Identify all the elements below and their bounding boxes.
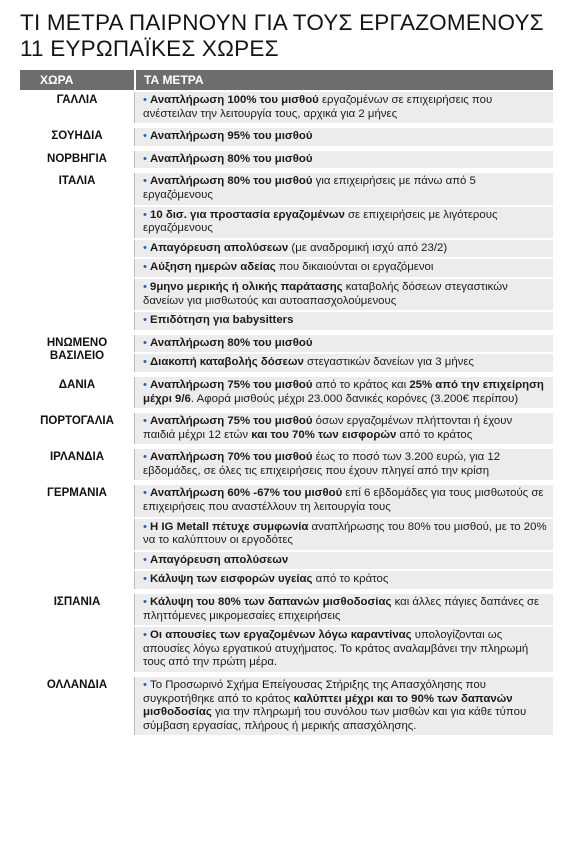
bullet-icon: • [143,378,147,391]
measure-text: εργαζομένων σε επιχειρήσεις που ανέστειλαν την λειτουργία τους, αρχικά για 2 μήνες [143,94,493,120]
measure-highlight: Οι απουσίες των εργαζομένων λόγω καραντίνας [150,629,412,642]
country-row [20,411,553,444]
bullet-icon: • [143,415,147,428]
measure-item [134,519,553,550]
measures-list [134,171,553,329]
measure-text: που δικαιούνται οι εργαζόμενοι [275,261,434,274]
measure-highlight: 25% από την επιχείρηση μέχρι 9/6 [143,378,544,405]
country-name: ΓΕΡΜΑΝΙΑ [47,487,107,500]
measures-list [134,333,553,372]
measure-highlight: Αναπλήρωση 60% -67% του μισθού [150,487,343,500]
measures-list [134,90,553,123]
measures-list [134,149,553,169]
bullet-icon: • [143,451,147,464]
measures-list [134,675,553,735]
country-row [20,375,553,408]
bullet-icon: • [143,314,147,327]
measure-highlight: Αναπλήρωση 75% του μισθού [150,378,313,391]
measure-item [134,354,553,372]
measure-text: για την πληρωμή του συνόλου των μισθών και για κάθε τύπου σύμβαση εργασίας, πλήρους ή μερικής απασχόλησης. [143,706,527,732]
page-title [20,10,553,62]
measure-highlight: και του 70% των εισφορών [251,428,397,441]
measure-text: όσων εργαζομένων πλήττονται ή έχουν παιδιά μέχρι 12 ετών [143,415,513,441]
measure-text: στεγαστικών δανείων για 3 μήνες [303,356,474,369]
measure-item [134,677,553,735]
measure-highlight: Κάλυψη των εισφορών υγείας [150,573,313,586]
measure-item [134,571,553,589]
country-row [20,171,553,329]
country-row [20,333,553,372]
measure-highlight: Απαγόρευση απολύσεων [150,553,289,566]
measure-highlight: Αναπλήρωση 70% του μισθού [150,451,313,464]
measure-highlight: 10 δισ. για προστασία εργαζομένων [150,208,345,221]
measures-list [134,126,553,146]
measure-item [134,259,553,277]
bullet-icon: • [143,280,147,293]
measure-text: (με αναδρομική ισχύ από 23/2) [288,241,448,254]
measure-item [134,207,553,238]
bullet-icon: • [143,152,147,165]
country-name: ΙΡΛΑΝΔΙΑ [49,451,105,464]
country-row [20,149,553,169]
measure-text: καταβολής δόσεων στεγαστικών δανείων για μισθωτούς και αυτοαπασχολούμενους [143,280,508,307]
measure-text: . Αφορά μισθούς μέχρι 23.000 δανικές κορόνες (3.200€ περίπου) [190,392,519,405]
bullet-icon: • [143,487,147,500]
measure-item [134,449,553,480]
measure-text: από το κράτος [312,573,389,586]
bullet-icon: • [143,356,147,369]
measure-highlight: Απαγόρευση απολύσεων [150,241,289,254]
measure-highlight: Η IG Metall πέτυχε συμφωνία [150,520,309,533]
measure-highlight: Διακοπή καταβολής δόσεων [150,356,304,369]
bullet-icon: • [143,261,147,274]
measure-item [134,128,553,146]
measure-item [134,92,553,123]
measure-item [134,627,553,672]
header-country: ΧΩΡΑ [40,73,74,87]
country-row [20,592,553,672]
measure-item [134,413,553,444]
bullet-icon: • [143,175,147,188]
measure-highlight: 9μηνο μερικής ή ολικής παράτασης [150,280,343,293]
measure-text: για επιχειρήσεις με πάνω από 5 εργαζόμενους [143,175,476,201]
measure-text: επί 6 εβδομάδες για τους μισθωτούς σε επιχειρήσεις που αναστέλλουν τη λειτουργία τους [143,487,544,514]
bullet-icon: • [143,596,147,609]
measure-highlight: Αύξηση ημερών αδείας [150,261,276,274]
country-name: ΠΟΡΤΟΓΑΛΙΑ [40,415,114,428]
measure-text: υπολογίζονται ως απουσίες λόγω εργατικού ατυχήματος. Το κράτος αναλαμβάνει την πληρωμή τους από την πρώτη μέρα. [143,629,529,669]
country-name: ΝΟΡΒΗΓΙΑ [47,152,107,165]
measure-item [134,377,553,408]
bullet-icon: • [143,208,147,221]
measure-highlight: Επιδότηση για babysitters [150,314,294,327]
country-row [20,675,553,735]
measure-text: αναπλήρωσης του 80% του μισθού, με το 20% να το καλύπτουν οι εργοδότες [143,520,547,547]
country-row [20,483,553,589]
measure-highlight: Κάλυψη του 80% των δαπανών μισθοδοσίας [150,596,392,609]
measures-list [134,483,553,589]
title-line-1: ΤΙ ΜΕΤΡΑ ΠΑΙΡΝΟΥΝ ΓΙΑ ΤΟΥΣ ΕΡΓΑΖΟΜΕΝΟΥΣ [20,10,544,35]
measure-text: Το Προσωρινό Σχήμα Επείγουσας Στήριξης της Απασχόλησης που συγκροτήθηκε από το κράτος [143,679,486,705]
bullet-icon: • [143,553,147,566]
measures-list [134,592,553,672]
country-name: ΙΣΠΑΝΙΑ [53,596,101,609]
measure-highlight: Αναπλήρωση 80% του μισθού [150,336,313,349]
measure-text: έως το ποσό των 3.200 ευρώ, για 12 εβδομάδες, σε όλες τις επιχειρήσεις που έχουν πληγεί από την κρίση [143,451,501,477]
measures-list [134,447,553,480]
country-name: ΓΑΛΛΙΑ [56,94,98,106]
country-row [20,90,553,123]
bullet-icon: • [143,629,147,642]
country-name: ΗΝΩΜΕΝΟ ΒΑΣΙΛΕΙΟ [46,336,108,362]
country-name: ΟΛΛΑΝΔΙΑ [46,679,108,691]
country-name: ΔΑΝΙΑ [58,378,96,391]
country-name: ΣΟΥΗΔΙΑ [51,130,103,143]
bullet-icon: • [143,679,147,691]
measure-item [134,312,553,330]
measure-item [134,552,553,570]
table-header [20,70,553,90]
measure-highlight: Αναπλήρωση 80% του μισθού [150,175,313,188]
country-name: ΙΤΑΛΙΑ [58,175,96,188]
measure-item [134,335,553,353]
measure-text: από το κράτος και [312,378,410,391]
measure-item [134,279,553,310]
measure-highlight: Αναπλήρωση 75% του μισθού [150,415,313,428]
measure-highlight: Αναπλήρωση 80% του μισθού [150,152,313,165]
measure-text: και άλλες πάγιες δαπάνες σε πληττόμενες μικρομεσαίες επιχειρήσεις [143,596,540,622]
measure-item [134,173,553,204]
bullet-icon: • [143,336,147,349]
measure-item [134,594,553,625]
measure-text: σε επιχειρήσεις με λιγότερους εργαζόμενους [143,208,498,235]
measures-list [134,375,553,408]
bullet-icon: • [143,130,147,143]
measure-highlight: καλύπτει μέχρι και το 90% των δαπανών μισθοδοσίας [143,692,513,719]
measures-table [20,90,553,735]
measure-highlight: Αναπλήρωση 95% του μισθού [150,130,313,143]
measure-highlight: Αναπλήρωση 100% του μισθού [150,94,319,106]
country-row [20,126,553,146]
measure-item [134,240,553,258]
measures-list [134,411,553,444]
title-line-2: 11 ΕΥΡΩΠΑΪΚΕΣ ΧΩΡΕΣ [20,36,279,61]
bullet-icon: • [143,241,147,254]
country-row [20,447,553,480]
measure-text: από το κράτος [396,428,473,441]
bullet-icon: • [143,573,147,586]
bullet-icon: • [143,94,147,106]
measure-item [134,151,553,169]
header-measures: ΤΑ ΜΕΤΡΑ [134,70,553,90]
measure-item [134,485,553,516]
bullet-icon: • [143,520,147,533]
